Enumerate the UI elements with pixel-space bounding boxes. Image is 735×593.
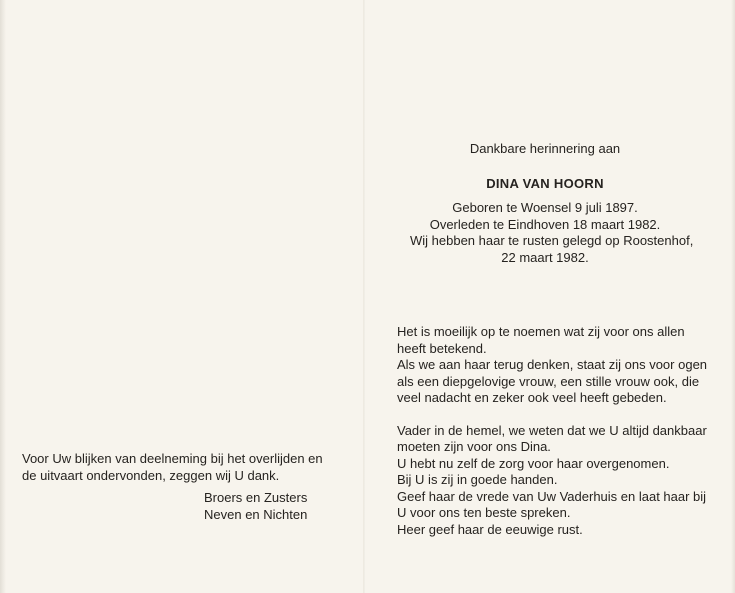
memorial-line: als een diepgelovige vrouw, een stille vrouw ook, die: [397, 373, 700, 389]
thanks-line: Voor Uw blijken van deelneming bij het overlijden en: [22, 451, 323, 466]
memorial-text: [397, 324, 735, 554]
burial-date-line: 22 maart 1982.: [501, 249, 589, 265]
card-fold: [363, 0, 365, 593]
prayer-line: Heer geef haar de eeuwige rust.: [397, 521, 583, 537]
remembrance-header: Dankbare herinnering aan: [469, 141, 621, 156]
burial-line: Wij hebben haar te rusten gelegd op Roostenhof,: [410, 233, 694, 248]
prayer-line: moeten zijn voor ons Dina.: [397, 439, 551, 454]
dates-block: [410, 200, 694, 266]
family-line: Neven en Nichten: [204, 506, 308, 522]
memorial-line: heeft betekend.: [397, 340, 487, 356]
prayer-line: Bij U is zij in goede handen.: [397, 472, 558, 487]
deceased-name: DINA VAN HOORN: [486, 176, 604, 191]
prayer-line: Geef haar de vrede van Uw Vaderhuis en laat haar bij: [397, 488, 707, 504]
memorial-stanza-1: [397, 324, 735, 407]
family-line: Broers en Zusters: [204, 490, 308, 505]
card-edge-left: [0, 0, 6, 593]
family-signature: [204, 490, 354, 523]
memorial-line: Het is moeilijk op te noemen wat zij voor ons allen: [397, 324, 685, 339]
thanks-line: de uitvaart ondervonden, zeggen wij U dank.: [22, 467, 280, 483]
birth-line: Geboren te Woensel 9 juli 1897.: [452, 200, 638, 215]
memorial-line: Als we aan haar terug denken, staat zij ons voor ogen: [397, 357, 708, 372]
memorial-line: veel nadacht en zeker ook veel heeft gebeden.: [397, 390, 667, 405]
thanks-message: [22, 451, 352, 484]
prayer-line: Vader in de hemel, we weten dat we U altijd dankbaar: [397, 422, 707, 438]
prayer-line: U voor ons ten beste spreken.: [397, 505, 571, 520]
death-line: Overleden te Eindhoven 18 maart 1982.: [429, 216, 661, 232]
prayer-line: U hebt nu zelf de zorg voor haar overgenomen.: [397, 455, 670, 471]
prayer-stanza: [397, 423, 735, 539]
